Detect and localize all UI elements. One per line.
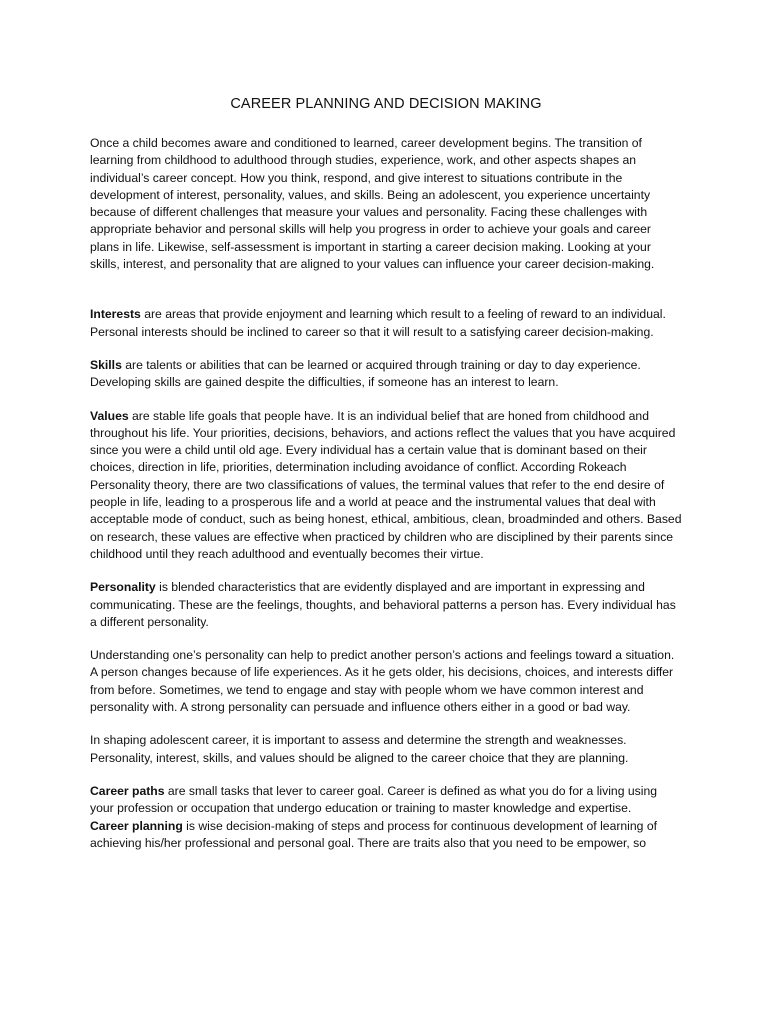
intro-paragraph: Once a child becomes aware and conditioned to learned, career development begins. The transition of learning from childhood to adulthood through studies, experience, work, and other aspects shapes an individual’s career concept. How you think, respond, and give interest to situations contribute in the development of interest, personality, values, and skills. Being an adolescent, you experience uncertainty because of different challenges that measure your values and personality. Facing these challenges with appropriate behavior and personal skills will help you progress in order to achieve your goals and career plans in life. Likewise, self-assessment is important in starting a career decision making. Looking at your skills, interest, and personality that are aligned to your values can influence your career decision-making. <box>90 136 655 272</box>
career-paths-term: Career paths <box>90 783 165 798</box>
values-term: Values <box>90 408 129 423</box>
career-planning-paragraph <box>90 818 682 853</box>
personality-paragraph <box>90 579 682 631</box>
personality-term: Personality <box>90 580 156 595</box>
understanding-paragraph: Understanding one’s personality can help to predict another person’s actions and feelings toward a situation. A person changes because of life experiences. As it he gets older, his decisions, choices, and interests differ from before. Sometimes, we tend to engage and stay with people whom we have common interest and personality with. A strong personality can persuade and influence others either in a good or bad way. <box>90 648 675 715</box>
shaping-paragraph: In shaping adolescent career, it is important to assess and determine the strength and weaknesses. Personality, interest, skills, and values should be aligned to the career choice that they are planning. <box>90 733 629 765</box>
skills-text: are talents or abilities that can be learned or acquired through training or day to day experience. Developing skills are gained despite the difficulties, if someone has an interest to learn. <box>90 357 641 390</box>
interests-term: Interests <box>90 307 141 322</box>
skills-paragraph <box>90 357 682 392</box>
personality-text: is blended characteristics that are evidently displayed and are important in expressing and communicating. These are the feelings, thoughts, and behavioral patterns a person has. Every individual has a different personality. <box>90 580 676 629</box>
document-body <box>90 94 682 852</box>
values-text: are stable life goals that people have. It is an individual belief that are honed from childhood and throughout his life. Your priorities, decisions, behaviors, and actions reflect the values that you have acquired since you were a child until old age. Every individual has a certain value that is dominant based on their choices, direction in life, priorities, determination including avoidance of conflict. According Rokeach Personality theory, there are two classifications of values, the terminal values that refer to the end desire of people in life, leading to a prosperous life and a world at peace and the instrumental values that deal with acceptable mode of conduct, such as being honest, ethical, ambitious, clean, broadminded and others. Based on research, these values are effective when practiced by children who are disciplined by their parents since childhood until they reach adulthood and eventually becomes their virtue. <box>90 408 682 561</box>
career-paths-text: are small tasks that lever to career goal. Career is defined as what you do for a living using your profession or occupation that undergo education or training to master knowledge and expertise. <box>90 783 658 816</box>
career-planning-text: is wise decision-making of steps and process for continuous development of learning of achieving his/her professional and personal goal. There are traits also that you need to be empower, so <box>90 818 657 850</box>
interests-paragraph <box>90 306 682 341</box>
values-paragraph <box>90 408 682 564</box>
document-title: CAREER PLANNING AND DECISION MAKING <box>230 96 542 112</box>
career-paths-paragraph <box>90 783 682 818</box>
skills-term: Skills <box>90 357 122 372</box>
interests-text: are areas that provide enjoyment and learning which result to a feeling of reward to an individual. Personal interests should be inclined to career so that it will result to a satisfying career decision-making. <box>90 307 666 339</box>
career-planning-term: Career planning <box>90 818 183 833</box>
